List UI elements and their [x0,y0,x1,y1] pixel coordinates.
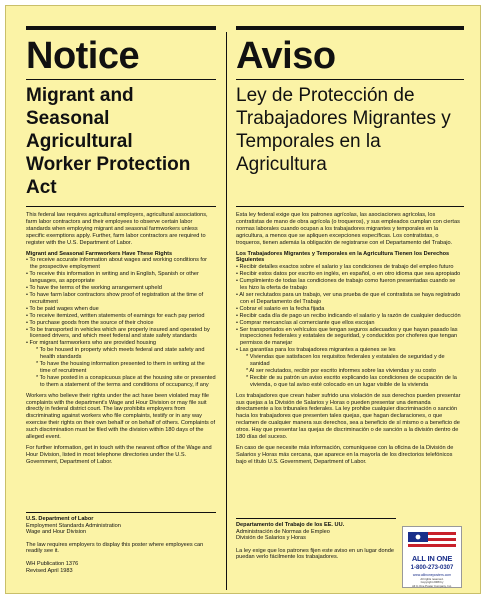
publication-number: WH Publication 1376 [26,560,79,567]
english-further-info: For further information, get in touch with the nearest office of the Wage and Hour Division, listed in most telephone directories under the U.S. Government, Department of Labor. [26,445,212,465]
list-item: • Al ser reclutados para un trabajo, ver una prueba de que el contratista se haya registrado con el Departamento del Trabajo [236,291,461,305]
column-divider [226,32,227,590]
list-item: * To have the housing information presented to them in writing at the time of recruitment [36,361,205,374]
list-item: • Ser transportados en vehículos que tengan seguros adecuados y que hayan pasado las inspecciones federales y estatales de seguridad, y conducidos por choferes que tengan permisos de manejar [236,326,458,347]
english-rights-heading: Migrant and Seasonal Farmworkers Have These Rights [26,250,173,257]
top-rule-right [236,26,464,30]
spanish-sig-rule [236,518,396,519]
english-complaint: Workers who believe their rights under the act have been violated may file complaints with the department's Wage and Hour Division or may file suit directly in federal district court. The law prohibits employers from discriminating against workers who file complaints, testify or in any way exercise their rights on their own behalf or on behalf of others. Complaints of such discrimination must be filed with the division within 180 days of the alleged event. [26,392,216,441]
flag-logo-icon [406,530,458,552]
logo-fineprint-line: All rights reserved. [420,577,444,581]
notice-heading: Notice [26,35,140,77]
list-item: • Comprar mercancías al comerciante que ellos escojan [236,319,375,326]
list-item: • Cumplimiento de todas las condiciones de trabajo como fueron presentadas cuando se les hizo la oferta de trabajo [236,278,456,292]
spanish-signature [236,522,396,561]
english-division-name: Wage and Hour Division [26,529,87,536]
english-dept-name: U.S. Department of Labor [26,516,94,522]
body-rule-left [26,206,216,207]
spanish-division-name: División de Salarios y Horas [236,535,306,542]
title-rule-right [236,79,464,80]
english-intro: This federal law requires agricultural employers, agricultural associations, farm labor contractors and their employees to observe certain labor standards when employing migrant and seasonal farmworkers unless specific exemptions apply. Further, farm labor contractors are required to register with the U.S. Department of Labor. [26,212,208,246]
logo-fineprint-line: All In One Poster Company, Inc. [412,583,452,588]
list-item: • Cobrar el salario en la fecha fijada [236,305,325,312]
spanish-further-info: En caso de que necesite más información, comuníquese con la oficina de la División de Salarios y Horas más cercana, que aparece en la mayoría de los directorios telefónicos bajo el título U.S. Government, Department of Labor. [236,445,454,465]
spanish-dept-name: Departamento del Trabajo de los EE. UU. [236,522,345,528]
english-body [26,212,216,470]
poster [5,5,481,594]
logo-brand: ALL IN ONE [411,554,453,563]
list-item: • For migrant farmworkers who are provided housing [26,340,157,347]
list-item: * To have posted in a conspicuous place at the housing site or presented to them a statement of the terms and conditions of occupancy, if any [36,374,216,388]
logo-url: www.allinoneposters.com [412,573,452,577]
list-item: • Las garantías para los trabajadores migrantes a quienes se les [236,347,396,354]
spanish-display-note: La ley exige que los patrones fijen este aviso en un lugar donde puedan verlo fácilmente los trabajadores. [236,547,394,561]
list-item: • To receive accurate information about wages and working conditions for the prospective employment [26,257,207,271]
logo-phone: 1-800-273-0307 [410,565,454,571]
spanish-rights-heading: Los Trabajadores Migrantes y Temporales en la Agricultura Tienen los Derechos Siguientes [236,250,450,264]
list-item: • To have the terms of the working arrangement upheld [26,285,162,292]
body-rule-right [236,206,464,207]
english-admin-name: Employment Standards Administration [26,522,121,529]
all-in-one-logo [402,526,462,588]
english-act-title: Migrant and Seasonal Agricultural Worker Protection Act [26,85,191,198]
logo-fineprint-line: Copyright 2008 by [420,580,444,585]
list-item: * To be housed in property which meets federal and state safety and health standards [36,347,205,361]
spanish-body [236,212,464,470]
list-item: * Recibir de su patrón un aviso escrito explicando las condiciones de ocupación de la vivienda, o que tal aviso esté colocado en un lugar visible de la vivienda [246,374,457,388]
english-sig-rule [26,512,216,513]
list-item: * Al ser reclutados, recibir por escrito informes sobre las viviendas y su costo [246,367,436,374]
list-item: • Recibir detalles exactos sobre el salario y las condiciones de trabajo del empleo futuro [236,264,454,271]
aviso-heading: Aviso [236,35,336,77]
list-item: • To be paid wages when due [26,305,99,312]
list-item: * Viviendas que satisfacen los requisitos federales y estatales de seguridad y de sanidad [246,354,445,368]
title-rule-left [26,79,216,80]
list-item: • To receive itemized, written statements of earnings for each pay period [26,312,205,319]
english-signature [26,516,216,574]
list-item: • To purchase goods from the source of their choice [26,319,154,326]
logo-fineprint [403,578,461,588]
top-rule-left [26,26,216,30]
spanish-intro: Esta ley federal exige que los patrones agrícolas, las asociaciones agrícolas, los contratistas de mano de obra agrícola (o troqueros), y sus empleados cumplan con ciertas normas laborales cuando ocupan a los trabajadores migrantes y temporales en la agricultura, a menos que se apliquen excepciones específicas. Los contratistas, o troqueros, tienen además la obligación de registrarse con el Departamento del Trabajo. [236,212,460,246]
english-rights-list [26,257,216,388]
spanish-complaint: Los trabajadores que crean haber sufrido una violación de sus derechos pueden presentar sus quejas a la División de Salarios y Horas o pueden presentar una demanda directamente a los tribunales federales. La ley prohibe cualquier discriminación o sanción hacia los trabajadores que presenten tales quejas, que hagan declaraciones, o que reclamen de cualquier manera sus derechos, sea a beneficio de sí mismo o a beneficio de otros. Hay que presentar las quejas de discriminación o de sanción a la división dentro de 180 días del suceso. [236,392,461,441]
english-display-note: The law requires employers to display this poster where employees can readily see it. [26,541,204,555]
spanish-act-title: Ley de Protección de Trabajadores Migrantes y Temporales en la Agricultura [236,85,451,175]
revision-date: Revised April 1983 [26,567,73,574]
list-item: • To be transported in vehicles which are properly insured and operated by licensed drivers, and which meet federal and state safety standards [26,326,210,340]
list-item: • To have farm labor contractors show proof of registration at the time of recruitment [26,291,204,305]
spanish-admin-name: Administración de Normas de Empleo [236,528,330,535]
spanish-rights-list [236,264,464,388]
list-item: • Recibir estos datos por escrito en inglés, en español, o en otro idioma que sea apropiado [236,271,461,278]
list-item: • Recibir cada día de pago un recibo indicando el salario y la razón de cualquier deducción [236,312,461,319]
list-item: • To receive this information in writing and in English, Spanish or other languages, as appropriate [26,271,199,285]
